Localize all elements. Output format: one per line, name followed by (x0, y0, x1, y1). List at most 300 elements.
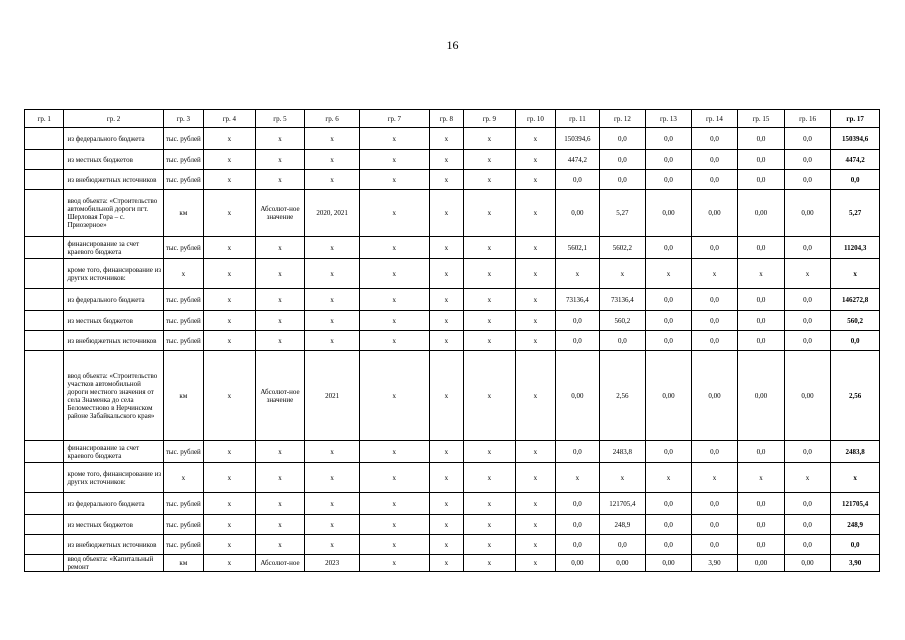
table-cell: ввод объекта: «Капитальный ремонт (64, 555, 163, 572)
table-row (25, 441, 880, 463)
table-cell: 0,0 (738, 515, 785, 535)
table-cell: х (204, 128, 256, 150)
table-cell: 0,0 (691, 150, 738, 170)
table-cell: 0,0 (556, 311, 600, 331)
table-cell: 0,0 (646, 170, 692, 190)
table-cell: х (599, 463, 646, 493)
table-cell: х (359, 555, 429, 572)
table-cell: х (359, 441, 429, 463)
table-cell: тыс. рублей (163, 311, 203, 331)
table-cell: из внебюджетных источников (64, 331, 163, 351)
table-cell: х (255, 515, 305, 535)
table-cell: х (255, 128, 305, 150)
table-cell: х (556, 463, 600, 493)
table-cell: х (305, 237, 360, 259)
table-cell: из федерального бюджета (64, 289, 163, 311)
table-cell: х (429, 150, 463, 170)
table-cell: х (515, 555, 555, 572)
table-cell: из федерального бюджета (64, 493, 163, 515)
column-header-8: гр. 8 (429, 110, 463, 128)
table-cell: кроме того, финансирование из других источников: (64, 463, 163, 493)
column-header-4: гр. 4 (204, 110, 256, 128)
table-cell: 0,0 (784, 237, 831, 259)
table-cell (25, 289, 64, 311)
table-cell: х (204, 351, 256, 441)
table-cell: х (784, 463, 831, 493)
table-cell: х (255, 331, 305, 351)
table-cell: 0,0 (691, 515, 738, 535)
table-cell: х (305, 150, 360, 170)
table-row (25, 190, 880, 237)
table-cell: х (204, 170, 256, 190)
table-row (25, 535, 880, 555)
table-cell: 0,0 (738, 331, 785, 351)
table-cell (25, 311, 64, 331)
table-cell (25, 150, 64, 170)
table-cell: 0,0 (646, 331, 692, 351)
table-cell: х (204, 190, 256, 237)
table-cell (25, 237, 64, 259)
table-cell: х (359, 331, 429, 351)
table-cell: 0,0 (738, 128, 785, 150)
table-cell: 0,0 (831, 535, 880, 555)
table-cell: 0,00 (784, 190, 831, 237)
table-cell: х (464, 515, 516, 535)
header-row (25, 110, 880, 128)
table-cell: 11204,3 (831, 237, 880, 259)
column-header-17: гр. 17 (831, 110, 880, 128)
table-cell: х (464, 311, 516, 331)
table-cell: 5602,1 (556, 237, 600, 259)
table-cell: х (738, 463, 785, 493)
table-cell: 0,0 (784, 515, 831, 535)
table-cell: х (204, 555, 256, 572)
table-cell: тыс. рублей (163, 128, 203, 150)
table-cell (25, 128, 64, 150)
table-cell: х (359, 150, 429, 170)
table-cell: 0,00 (556, 351, 600, 441)
table-cell (25, 351, 64, 441)
table-cell: х (163, 259, 203, 289)
table-cell: 0,0 (646, 150, 692, 170)
column-header-10: гр. 10 (515, 110, 555, 128)
table-cell: 0,0 (556, 170, 600, 190)
table-cell: 73136,4 (599, 289, 646, 311)
table-cell: х (515, 190, 555, 237)
table-cell: 0,0 (599, 535, 646, 555)
table-cell: 2,56 (599, 351, 646, 441)
table-cell: Абсолют-ное значение (255, 190, 305, 237)
table-cell: х (464, 441, 516, 463)
table-cell: 0,0 (646, 515, 692, 535)
table-cell: х (305, 493, 360, 515)
table-row (25, 128, 880, 150)
table-cell: х (515, 331, 555, 351)
table-cell: финансирование за счет краевого бюджета (64, 441, 163, 463)
table-cell: ввод объекта: «Строительство участков автомобильной дороги местного значения от села Знаменка до села Беломестново в Нерчинском районе Забайкальского края» (64, 351, 163, 441)
table-cell: 0,0 (599, 170, 646, 190)
table-cell: 5602,2 (599, 237, 646, 259)
table-cell: 0,0 (784, 128, 831, 150)
table-cell: 0,0 (784, 331, 831, 351)
table-cell: х (255, 289, 305, 311)
table-cell: х (255, 237, 305, 259)
table-cell: 0,00 (738, 190, 785, 237)
table-cell: 146272,8 (831, 289, 880, 311)
table-cell: х (255, 463, 305, 493)
table-cell: 0,0 (831, 170, 880, 190)
table-cell: 2023 (305, 555, 360, 572)
table-cell: 2021 (305, 351, 360, 441)
table-cell (25, 190, 64, 237)
column-header-5: гр. 5 (255, 110, 305, 128)
table-cell: х (429, 311, 463, 331)
table-cell: 0,0 (646, 493, 692, 515)
table-cell (25, 535, 64, 555)
table-cell: х (515, 515, 555, 535)
table-cell: х (429, 441, 463, 463)
table-cell: х (515, 289, 555, 311)
table-cell: х (359, 190, 429, 237)
table-cell: х (255, 311, 305, 331)
table-cell: 248,9 (599, 515, 646, 535)
table-cell: х (305, 259, 360, 289)
table-row (25, 237, 880, 259)
table-cell: км (163, 555, 203, 572)
table-cell: 150394,6 (556, 128, 600, 150)
table-cell: х (464, 237, 516, 259)
table-cell: из федерального бюджета (64, 128, 163, 150)
table-cell: х (359, 259, 429, 289)
table-cell: 0,0 (646, 535, 692, 555)
table-cell: 0,0 (691, 493, 738, 515)
table-cell: 0,0 (784, 170, 831, 190)
table-row (25, 331, 880, 351)
table-cell: 0,0 (691, 289, 738, 311)
table-row (25, 289, 880, 311)
table-cell: х (464, 289, 516, 311)
table-cell: х (515, 351, 555, 441)
table-cell: х (163, 463, 203, 493)
table-cell: 0,0 (691, 128, 738, 150)
table-cell: 0,0 (599, 128, 646, 150)
table-cell: х (429, 289, 463, 311)
table-cell: 73136,4 (556, 289, 600, 311)
table-cell: х (204, 237, 256, 259)
table-cell: 0,00 (646, 190, 692, 237)
table-cell: 0,0 (599, 150, 646, 170)
table-cell: х (255, 150, 305, 170)
table-cell: х (359, 170, 429, 190)
table-cell: 0,0 (646, 441, 692, 463)
column-header-11: гр. 11 (556, 110, 600, 128)
table-cell: 0,00 (784, 351, 831, 441)
table-cell: х (515, 441, 555, 463)
table-cell: х (359, 463, 429, 493)
table-cell: 0,0 (738, 150, 785, 170)
table-cell: х (305, 331, 360, 351)
table-cell: 0,0 (556, 331, 600, 351)
table-cell (25, 555, 64, 572)
table-cell: х (831, 259, 880, 289)
table-cell: 3,90 (691, 555, 738, 572)
table-cell: х (599, 259, 646, 289)
column-header-15: гр. 15 (738, 110, 785, 128)
table-cell: х (464, 259, 516, 289)
column-header-6: гр. 6 (305, 110, 360, 128)
table-cell (25, 515, 64, 535)
table-cell: км (163, 351, 203, 441)
table-cell: из внебюджетных источников (64, 535, 163, 555)
table-cell: х (255, 441, 305, 463)
table-cell: х (464, 351, 516, 441)
table-cell: ввод объекта: «Строительство автомобильной дороги пгт. Шерловая Гора – с. Приозерное» (64, 190, 163, 237)
table-cell: 0,0 (738, 237, 785, 259)
table-cell: 0,0 (784, 311, 831, 331)
table-cell: х (359, 493, 429, 515)
table-cell: 0,00 (691, 190, 738, 237)
table-cell: 0,0 (556, 535, 600, 555)
table-row (25, 463, 880, 493)
table-cell: х (305, 535, 360, 555)
table-cell: 121705,4 (831, 493, 880, 515)
table-cell: 0,0 (691, 441, 738, 463)
table-cell: 2483,8 (599, 441, 646, 463)
table-cell: 150394,6 (831, 128, 880, 150)
table-cell: Абсолют-ное значение (255, 351, 305, 441)
column-header-9: гр. 9 (464, 110, 516, 128)
table-cell: х (429, 128, 463, 150)
table-cell: х (515, 128, 555, 150)
table-cell: 0,00 (646, 555, 692, 572)
table-cell: х (784, 259, 831, 289)
table-cell: х (359, 515, 429, 535)
table-cell (25, 463, 64, 493)
table-cell: х (515, 493, 555, 515)
table-cell: 0,0 (738, 289, 785, 311)
table-cell: х (305, 170, 360, 190)
table-cell: тыс. рублей (163, 170, 203, 190)
table-cell: тыс. рублей (163, 331, 203, 351)
table-cell: 0,0 (691, 535, 738, 555)
table-cell: х (556, 259, 600, 289)
table-cell: х (305, 441, 360, 463)
table-cell: 0,00 (556, 190, 600, 237)
table-cell: 0,0 (691, 237, 738, 259)
table-cell: 0,00 (691, 351, 738, 441)
table-cell: х (464, 535, 516, 555)
table-cell (25, 259, 64, 289)
table-cell: х (429, 351, 463, 441)
table-cell: 3,90 (831, 555, 880, 572)
table-cell: х (305, 311, 360, 331)
table-cell: 0,0 (556, 515, 600, 535)
column-header-3: гр. 3 (163, 110, 203, 128)
table-cell: х (305, 289, 360, 311)
table-cell (25, 493, 64, 515)
table-cell: из местных бюджетов (64, 150, 163, 170)
table-cell: 0,0 (784, 535, 831, 555)
table-cell: из местных бюджетов (64, 311, 163, 331)
table-cell: х (515, 535, 555, 555)
table-cell: х (204, 289, 256, 311)
table-cell: 0,0 (784, 493, 831, 515)
table-cell: из местных бюджетов (64, 515, 163, 535)
table-cell: х (429, 535, 463, 555)
table-cell: х (359, 128, 429, 150)
table-cell: 560,2 (599, 311, 646, 331)
table-cell: х (255, 535, 305, 555)
table-cell: кроме того, финансирование из других источников: (64, 259, 163, 289)
table-cell: тыс. рублей (163, 535, 203, 555)
table-cell: 0,0 (738, 493, 785, 515)
table-cell (25, 331, 64, 351)
column-header-2: гр. 2 (64, 110, 163, 128)
table-cell: х (515, 150, 555, 170)
column-header-1: гр. 1 (25, 110, 64, 128)
table-cell: х (204, 463, 256, 493)
table-cell: х (255, 493, 305, 515)
page-number: 16 (446, 38, 459, 52)
table-cell: х (515, 170, 555, 190)
table-cell: х (204, 515, 256, 535)
table-cell: х (204, 311, 256, 331)
table-cell: х (464, 463, 516, 493)
table-cell: х (359, 237, 429, 259)
table-cell: 0,0 (556, 493, 600, 515)
table-cell: 0,0 (646, 289, 692, 311)
table-cell: 0,0 (556, 441, 600, 463)
table-cell: х (464, 331, 516, 351)
table-cell: х (429, 170, 463, 190)
table-cell: х (464, 128, 516, 150)
table-cell: х (429, 237, 463, 259)
table-row (25, 311, 880, 331)
table-cell: 2483,8 (831, 441, 880, 463)
table-cell: х (305, 515, 360, 535)
table-cell: х (429, 515, 463, 535)
table-cell: х (831, 463, 880, 493)
table-cell: х (515, 463, 555, 493)
table-cell: 0,0 (738, 170, 785, 190)
table-cell: 0,0 (738, 441, 785, 463)
table-cell: 4474,2 (831, 150, 880, 170)
column-header-7: гр. 7 (359, 110, 429, 128)
table-cell: 0,0 (784, 289, 831, 311)
table-cell: 0,00 (556, 555, 600, 572)
table-row (25, 170, 880, 190)
table-cell: тыс. рублей (163, 515, 203, 535)
table-cell: 248,9 (831, 515, 880, 535)
column-header-13: гр. 13 (646, 110, 692, 128)
table-cell: х (515, 237, 555, 259)
table-cell: 0,0 (831, 331, 880, 351)
table-cell: 0,0 (784, 150, 831, 170)
table-cell: х (429, 555, 463, 572)
table-cell: х (305, 128, 360, 150)
table-cell: 121705,4 (599, 493, 646, 515)
column-header-16: гр. 16 (784, 110, 831, 128)
table-cell: х (204, 441, 256, 463)
table-cell: х (515, 259, 555, 289)
table-cell: финансирование за счет краевого бюджета (64, 237, 163, 259)
table-cell: 4474,2 (556, 150, 600, 170)
table-cell: 0,0 (646, 237, 692, 259)
table-cell: тыс. рублей (163, 289, 203, 311)
budget-table (24, 109, 880, 572)
table-row (25, 555, 880, 572)
table-cell: 5,27 (831, 190, 880, 237)
table-cell: х (464, 493, 516, 515)
table-cell: 0,0 (784, 441, 831, 463)
table-row (25, 351, 880, 441)
table-cell: х (255, 170, 305, 190)
table-cell: 0,0 (738, 535, 785, 555)
table-cell: х (464, 170, 516, 190)
table-cell: х (359, 535, 429, 555)
table-cell: 0,00 (784, 555, 831, 572)
table-cell: х (646, 259, 692, 289)
table-cell: х (204, 493, 256, 515)
table-row (25, 515, 880, 535)
table-cell: х (691, 259, 738, 289)
table-cell: 0,00 (738, 555, 785, 572)
table-cell (25, 170, 64, 190)
table-cell: х (646, 463, 692, 493)
table-cell: х (204, 259, 256, 289)
table-cell: 0,0 (646, 128, 692, 150)
table-cell (25, 441, 64, 463)
column-header-12: гр. 12 (599, 110, 646, 128)
table-cell: 0,0 (691, 331, 738, 351)
table-cell: х (515, 311, 555, 331)
table-cell: х (204, 535, 256, 555)
table-cell: х (359, 289, 429, 311)
table-cell: х (359, 311, 429, 331)
table-cell: х (204, 150, 256, 170)
table-cell: х (255, 259, 305, 289)
table-cell: из внебюджетных источников (64, 170, 163, 190)
table-cell: 0,00 (646, 351, 692, 441)
table-cell: х (429, 190, 463, 237)
table-cell: тыс. рублей (163, 150, 203, 170)
table-cell: х (429, 493, 463, 515)
table-cell: х (359, 351, 429, 441)
table-cell: 5,27 (599, 190, 646, 237)
table-cell: 0,0 (738, 311, 785, 331)
table-cell: 0,0 (691, 311, 738, 331)
table-cell: х (691, 463, 738, 493)
table-row (25, 150, 880, 170)
table-cell: х (464, 555, 516, 572)
table-cell: тыс. рублей (163, 493, 203, 515)
table-cell: км (163, 190, 203, 237)
column-header-14: гр. 14 (691, 110, 738, 128)
table-cell: х (464, 190, 516, 237)
table-cell: х (305, 463, 360, 493)
table-cell: х (429, 259, 463, 289)
table-row (25, 259, 880, 289)
table-cell: х (204, 331, 256, 351)
table-cell: тыс. рублей (163, 441, 203, 463)
table-cell: 0,0 (599, 331, 646, 351)
table-cell: 0,0 (691, 170, 738, 190)
table-cell: тыс. рублей (163, 237, 203, 259)
table-row (25, 493, 880, 515)
table-cell: х (464, 150, 516, 170)
table-cell: 2020, 2021 (305, 190, 360, 237)
table-cell: 0,0 (646, 311, 692, 331)
